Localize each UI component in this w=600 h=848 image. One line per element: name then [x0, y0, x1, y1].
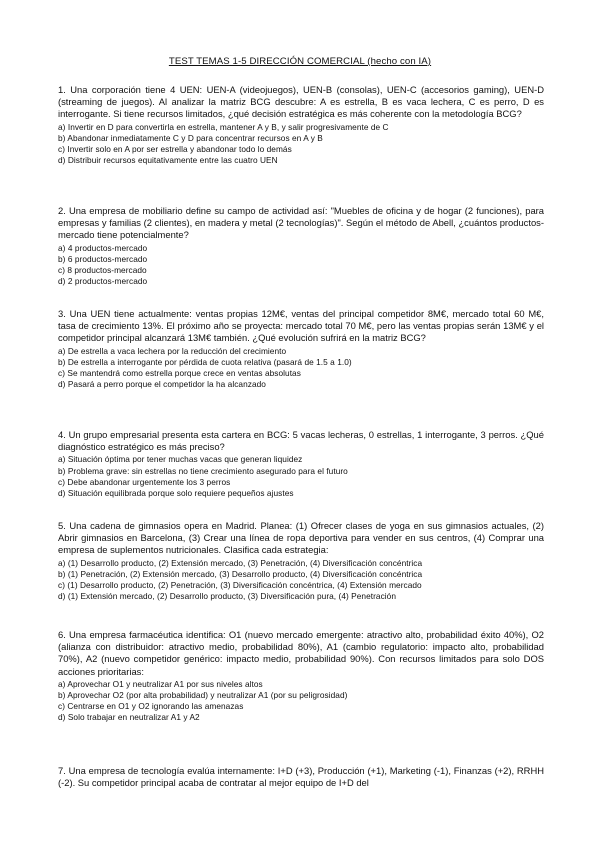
- question-3-option-d: d) Pasará a perro porque el competidor la ha alcanzado: [58, 379, 266, 390]
- question-3-stem: 3. Una UEN tiene actualmente: ventas propias 12M€, ventas del principal competidor 8M€, mercado total 60 M€, tasa de crecimiento 13%. El próximo año se proyecta: mercado total 70 M€, pero las ventas propias serán 13M€ y el competidor principal alcanzará 13M€ también. ¿Qué evolución sufrirá en la matriz BCG?: [58, 308, 544, 344]
- question-2-stem: 2. Una empresa de mobiliario define su campo de actividad así: "Muebles de oficina y de hogar (2 funciones), para empresas y familias (2 clientes), en madera y metal (2 tecnologías)". Según el método de Abell, ¿cuántos productos-mercado tiene potencialmente?: [58, 205, 544, 241]
- question-7: [58, 765, 544, 790]
- question-5-option-d: d) (1) Extensión mercado, (2) Desarrollo producto, (3) Diversificación pura, (4) Penetración: [58, 591, 396, 602]
- question-3-option-b: b) De estrella a interrogante por pérdida de cuota relativa (pasará de 1.5 a 1.0): [58, 356, 352, 367]
- question-5-option-b: b) (1) Penetración, (2) Extensión mercado, (3) Desarrollo producto, (4) Diversificación concéntrica: [58, 568, 423, 579]
- question-6: [58, 629, 544, 724]
- question-4-option-b: b) Problema grave: sin estrellas no tiene crecimiento asegurado para el futuro: [58, 465, 348, 476]
- question-7-stem: 7. Una empresa de tecnología evalúa internamente: I+D (+3), Producción (+1), Marketing (-1), Finanzas (+2), RRHH (-2). Su competidor principal acaba de contratar al mejor equipo de I+D del: [58, 765, 544, 789]
- question-6-option-c: c) Centrarse en O1 y O2 ignorando las amenazas: [58, 701, 244, 712]
- question-5-option-c: c) (1) Desarrollo producto, (2) Penetración, (3) Diversificación concéntrica, (4) Extensión mercado: [58, 580, 422, 591]
- question-4: [58, 429, 544, 499]
- question-1-option-b: b) Abandonar inmediatamente C y D para concentrar recursos en A y B: [58, 132, 323, 143]
- question-6-option-b: b) Aprovechar O2 (por alta probabilidad) y neutralizar A1 (por su peligrosidad): [58, 690, 348, 701]
- question-3-option-a: a) De estrella a vaca lechera por la reducción del crecimiento: [58, 345, 287, 356]
- question-4-option-d: d) Situación equilibrada porque solo requiere pequeños ajustes: [58, 488, 294, 499]
- question-3-option-c: c) Se mantendrá como estrella porque crece en ventas absolutas: [58, 368, 301, 379]
- question-4-option-a: a) Situación óptima por tener muchas vacas que generan liquidez: [58, 454, 303, 465]
- question-5-stem: 5. Una cadena de gimnasios opera en Madrid. Planea: (1) Ofrecer clases de yoga en sus gimnasios actuales, (2) Abrir gimnasios en Barcelona, (3) Crear una línea de ropa deportiva para vender en sus centros, (4) Comprar una empresa de suplementos nutricionales. Clasifica cada estrategia:: [58, 520, 544, 556]
- document-title: TEST TEMAS 1-5 DIRECCIÓN COMERCIAL (hecho con IA): [168, 56, 432, 67]
- question-1: [58, 84, 544, 166]
- question-1-option-d: d) Distribuir recursos equitativamente entre las cuatro UEN: [58, 155, 278, 166]
- question-2-option-a: a) 4 productos-mercado: [58, 242, 148, 253]
- question-4-stem: 4. Un grupo empresarial presenta esta cartera en BCG: 5 vacas lecheras, 0 estrellas, 1 interrogante, 3 perros. ¿Qué diagnóstico estratégico es más preciso?: [58, 429, 544, 453]
- question-5: [58, 520, 544, 602]
- question-2-option-b: b) 6 productos-mercado: [58, 253, 148, 264]
- question-2: [58, 205, 544, 287]
- question-2-option-c: c) 8 productos-mercado: [58, 265, 147, 276]
- question-1-stem: 1. Una corporación tiene 4 UEN: UEN-A (videojuegos), UEN-B (consolas), UEN-C (accesorios gaming), UEN-D (streaming de juegos). Al analizar la matriz BCG descubre: A es estrella, B es vaca lechera, C es perro, D es interrogante. Si tiene recursos limitados, ¿qué decisión estratégica es más coherente con la metodología BCG?: [58, 84, 544, 120]
- question-3: [58, 308, 544, 390]
- question-2-option-d: d) 2 productos-mercado: [58, 276, 148, 287]
- question-6-option-a: a) Aprovechar O1 y neutralizar A1 por sus niveles altos: [58, 678, 263, 689]
- question-1-option-c: c) Invertir solo en A por ser estrella y abandonar todo lo demás: [58, 144, 292, 155]
- question-1-option-a: a) Invertir en D para convertirla en estrella, mantener A y B, y salir progresivamente de C: [58, 121, 389, 132]
- question-5-option-a: a) (1) Desarrollo producto, (2) Extensión mercado, (3) Penetración, (4) Diversificación concéntrica: [58, 557, 423, 568]
- question-4-option-c: c) Debe abandonar urgentemente los 3 perros: [58, 476, 231, 487]
- question-6-stem: 6. Una empresa farmacéutica identifica: O1 (nuevo mercado emergente: atractivo alto, probabilidad éxito 40%), O2 (alianza con distribuidor: atractivo medio, probabilidad 80%), A1 (cambio regulatorio: impacto alto, probabilidad 70%), A2 (nuevo competidor genérico: impacto medio, probabilidad 90%). Con recursos limitados para solo DOS acciones prioritarias:: [58, 629, 544, 677]
- question-6-option-d: d) Solo trabajar en neutralizar A1 y A2: [58, 712, 200, 723]
